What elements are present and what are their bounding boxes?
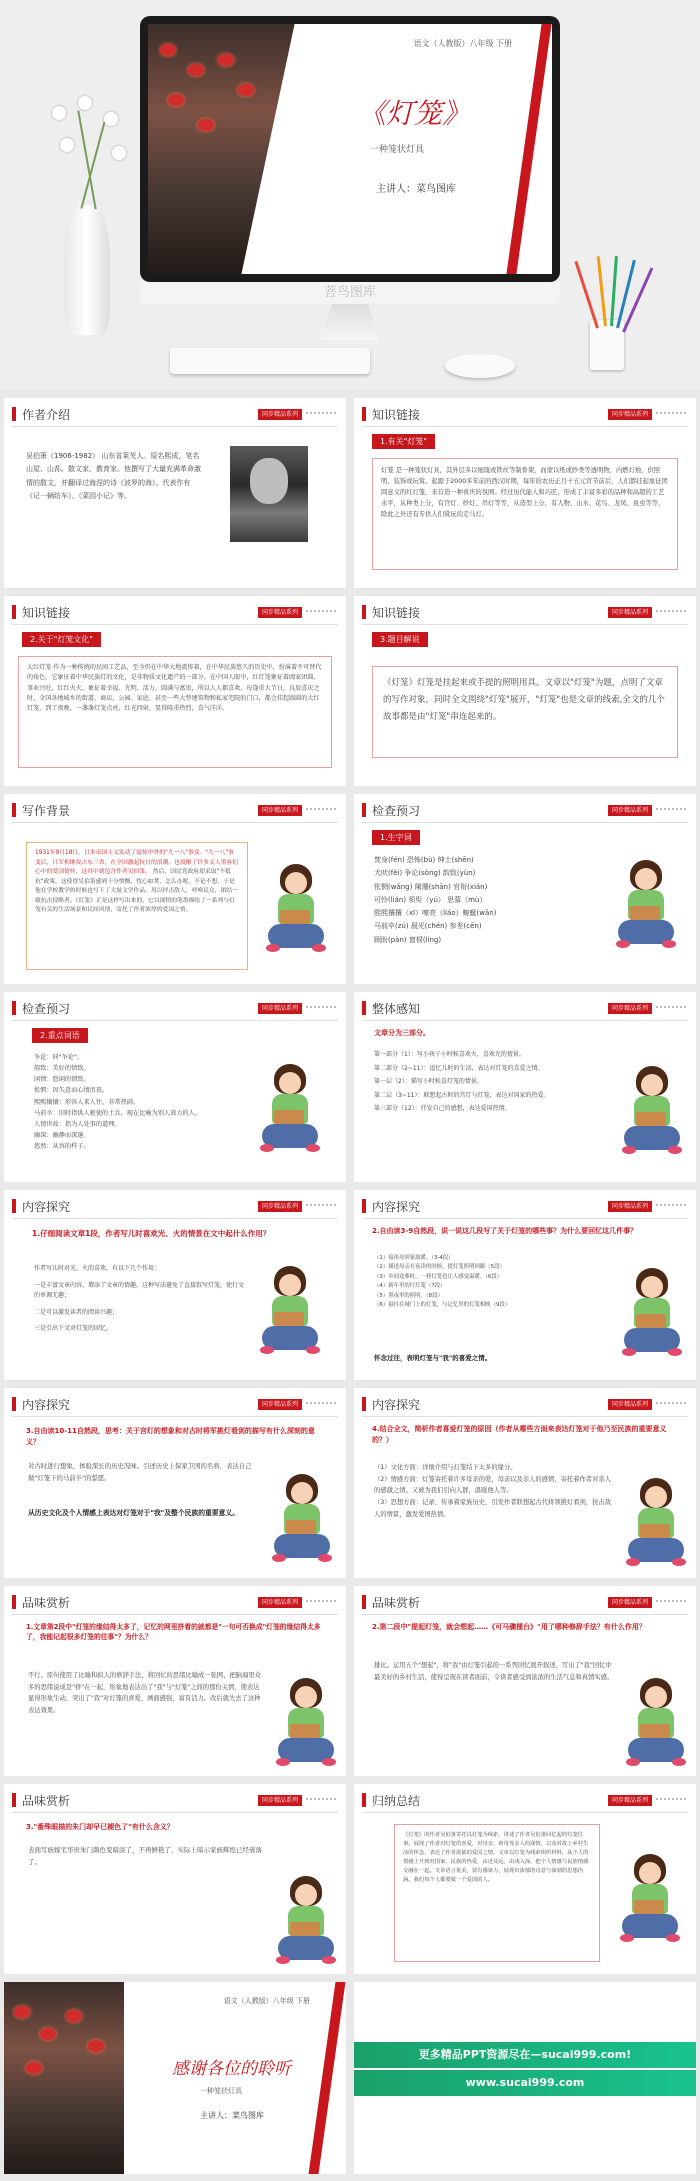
answer-text: 对古时进行想象，体验深长的历史况味。引述历史上保家卫国的名将，表达自己做"灯笼下的马前卒"的誓愿。 [28,1462,252,1483]
series-tag: 同步精品系列 [258,607,302,618]
structure-line: 第二部分（2~11）：追忆儿时的生活，表达对灯笼的喜爱之情。 [374,1064,544,1072]
series-tag: 同步精品系列 [258,1399,302,1410]
series-tag: 同步精品系列 [608,1399,652,1410]
slide-title: 整体感知 [372,1002,421,1016]
thanks-title: 感谢各位的聆听 [172,2059,291,2079]
answer-line: （2）情感方面：灯笼寄托着许多母亲的爱，母亲以及亲人的感情，寄托着作者对亲人的感激之情。又被为我们引向人群，温暖他人等。 [374,1475,611,1495]
slide-title: 写作背景 [22,804,71,818]
monitor-stand [320,304,380,340]
section-pill: 2.重点词语 [32,1028,88,1043]
answer-line: 三是引出下文对灯笼的回忆。 [34,1325,113,1332]
answer-line: （1）接祖母回家取暖。（3-4段） [374,1255,454,1261]
answer-text: 排比。运用五个"想起"，将"我"由灯笼引起的一系列回忆展开叙述，写出了"我"回忆中最美好的乡村生活，使得呈现在读者面前，令读者感受到浓浓的生活气息和真情实感。 [374,1662,614,1681]
pencil-decoration [597,256,607,326]
background-text: 然后，国民党政府却采取"不抵抗"政策，这使得吴伯箫感到十分愤慨，忧心如焚，怎么办呢，不论不想，于是他在学校教学的时候也写下了大量文学作品，用以抨击敌人，呼唤民众，团结一致抗击侵略者。《灯笼》正是这样写出来的，它以深情的笔墨描绘了一系列与灯笼有关的生活场景和民间风情，寄托了作者浓厚的爱国之情。 [35,869,238,914]
slide-overview [354,992,696,1182]
vocab-list [374,854,496,947]
slide-preview-1 [354,794,696,984]
background-text-red: 1931年9月18日，日本帝国主义发动了震惊中外的"九一八"事变。"九一八"事变后，日军相继攻占东三省，在全国激起抗日的浪潮。也震醒了许多文人墨客们心中的爱国情怀，这其中就包含作者吴伯箫。 [35,850,238,876]
title-explanation-text: 《灯笼》灯笼是挂起来或手提的照明用具。文章以"灯笼"为题，点明了文章的写作对象，同时全文围绕"灯笼"展开，"灯笼"也是文章的线索,全文的几个故事都是由"灯笼"串连起来的。 [372,666,678,758]
keyword-line: 韵致：美好的情致。 [34,1065,90,1073]
reading-girl-illustration [276,1876,336,1968]
series-tag: 同步精品系列 [258,1003,302,1014]
keyword-line: 马前卒：旧时指供人驱使的士兵，现在比喻为别人效力的人。 [34,1109,202,1117]
author-portrait [230,446,308,542]
answer-summary: 怀念过往，表明灯笼与"我"的喜爱之情。 [374,1354,492,1362]
answer-line: （5）黑夜里的照明。（8段） [374,1292,443,1299]
section-pill: 1.有关"灯笼" [372,434,435,449]
slide-inquiry-2 [354,1190,696,1380]
grade-label: 语文（人教版）八年级 下册 [413,39,512,48]
section-pill: 3.题目解说 [372,632,428,647]
promo-url-link[interactable]: www.sucai999.com [354,2070,696,2096]
answer-line: （4）新年里的红灯笼（7段） [374,1283,446,1290]
pencil-decoration [616,260,636,329]
structure-line: 第三部分（12）：抒发自己的感想，表达爱国热情。 [374,1105,511,1112]
mouse-decoration [445,354,515,378]
series-tag: 同步精品系列 [608,1795,652,1806]
answer-list [374,1462,616,1520]
lantern-culture-text: 大红灯笼 作为一种传统的民间工艺品，至今仍在中华大地流传着，在中华民族悠久的历史中，扮演着不可替代的角色，它象征着中华民族灯的文化，是非物质文化遗产的一部分。在中国人眼中，红灯笼象征着阖家团圆、事业兴旺、红红火火、象征着幸福、光明、活力、圆满与富贵，所以人人都喜欢。每逢重大节日，良辰喜庆之时，全国各地城乡的街道、商店、公园、家庭，甚至一些大型建筑物和私家宅院的门口，都会挂起圆圆的大红灯笼，到了夜晚，一盏盏灯笼点亮，红光四射，显得隆重热烈，喜气洋洋。 [18,656,332,768]
slide-title: 检查预习 [372,804,421,818]
keyword-line: 悠然：从容的样子。 [34,1143,90,1151]
red-stripe-decoration [506,24,551,274]
reading-girl-illustration [626,1478,686,1570]
slide-title: 内容探究 [372,1398,421,1412]
pencil-decoration [574,261,598,329]
question-text: 2.第二段中"提起灯笼，就会想起……《可马骤擂台》"用了哪种修辞手法？有什么作用？ [372,1623,646,1631]
cover-speaker: 主讲人：菜鸟图库 [376,184,456,195]
flower-decoration [112,146,126,160]
structure-line: 第二层（3~11）：联想起古时的宫灯与灯笼，表达对国家的热爱。 [374,1091,550,1099]
slide-title: 内容探究 [22,1200,71,1214]
keyword-line: 幽深：幽静而深邃。 [34,1132,90,1140]
answer-line: 一是丰富文章内容，增添了文章的情趣，这种写法避免了直接叙写灯笼，使行文的单调无趣； [34,1281,245,1299]
answer-line: （3）思想方面：记录、传承着家族历史，引发作者联想起古代将领挑灯看剑，抗击敌人的情景，激发爱国热情。 [374,1498,611,1518]
slide-title: 品味赏析 [372,1596,421,1610]
question-text: 2.自由读3-9自然段，说一说这几段写了关于灯笼的哪些事？为什么要回忆这几件事？ [372,1227,638,1235]
vocab-line: 熙熙攘攘（xī）嘹亮（liáo）蜿蜒(wān) [374,909,497,918]
reading-girl-illustration [276,1678,336,1770]
slide-appreciation-3 [4,1784,346,1974]
vocab-line: 马前卒(zú) 晨光(chén) 参差(cēn) [374,922,482,931]
question-text: 4.结合全文，简析作者喜爱灯笼的原因（作者从哪些方面来表达灯笼对于他乃至民族的重要意义的？） [372,1425,667,1444]
slide-background [4,794,346,984]
slide-title: 知识链接 [372,408,421,422]
question-text: 3.自由读10-11自然段，思考：关于宫灯的想象和对古时将军挑灯看剑的描写有什么深刻的意义？ [26,1427,315,1446]
slide-title: 品味赏析 [22,1596,71,1610]
question-text: 3."番殊眼描的朱门却早已褪色了"有什么含义？ [26,1823,174,1831]
pencil-decoration [622,267,653,332]
flower-decoration [104,112,118,126]
slide-knowledge-1 [354,398,696,588]
series-tag: 同步精品系列 [608,1597,652,1608]
vocab-line: 怅惘(wǎng) 阑珊(shān) 官衔(xián) [374,882,488,891]
reading-girl-illustration [622,1066,682,1158]
cover-showcase [0,0,700,390]
keyword-line: 人情世故：指为人处事的道理。 [34,1120,121,1128]
thanks-speaker: 主讲人：菜鸟图库 [200,2111,264,2120]
series-tag: 同步精品系列 [608,1201,652,1212]
keyword-line: 争论：同"争论"。 [34,1054,84,1061]
answer-line: （1）文化方面：详细介绍与灯笼结下太多的缘分。 [374,1464,517,1471]
thanks-subtitle: 一种笼状灯具 [200,2087,242,2095]
series-tag: 同步精品系列 [608,607,652,618]
reading-girl-illustration [272,1474,332,1566]
question-text: 1.仔细阅读文章1段，作者写儿时喜欢光、火的情景在文中起什么作用？ [32,1229,271,1238]
keyword-line: 闲情：悠闲的情致。 [34,1076,90,1084]
series-tag: 同步精品系列 [258,805,302,816]
background-box [26,842,248,970]
series-tag: 同步精品系列 [258,1795,302,1806]
slide-title: 归纳总结 [372,1794,421,1808]
section-pill: 1.生字词 [372,830,420,845]
vocab-line: 顾盼(pàn) 窗棂(líng) [374,935,442,944]
answer-list [34,1264,244,1335]
monitor-frame [140,16,560,282]
structure-list [374,1048,549,1116]
answer-list [374,1254,604,1311]
cover-title: 《灯笼》 [358,97,471,130]
slide-appreciation-2 [354,1586,696,1776]
answer-line: （2）描述母亲在夜读的时候，提灯笼照明回路（5段） [374,1264,505,1271]
slide-title: 作者介绍 [22,408,71,422]
answer-text: 不行。原句使用了比喻和拟人的修辞手法，将回忆的思绪比喻成一张网，把脑海里众多的思绪说成是"挤"在一起，形象地表达出了"我"与"灯笼"之间的那份关情，使表达显得形象生动，突出了"我"对灯笼的喜爱，画面感强，富有活力。改后就失去了这种表达效果。 [28,1672,261,1714]
slide-knowledge-3 [354,596,696,786]
answer-line: （3）乡间送葬时，一样灯笼也让人感觉温暖。（6段） [374,1273,503,1280]
reading-girl-illustration [620,1854,680,1946]
promo-banner[interactable]: 更多精品PPT资源尽在—sucai999.com! [354,2042,696,2068]
slide-summary [354,1784,696,1974]
series-tag: 同步精品系列 [258,1201,302,1212]
structure-line: 第一层（2）：描写小时候喜灯笼的情景。 [374,1078,483,1085]
section-pill: 2.关于"灯笼文化" [22,632,101,647]
author-text: 吴伯箫（1906-1982） 山东省莱芜人。原名熙成，笔名山屋、山荪。散文家、教育家。他撰写了大量充满革命激情的散文，并翻译过海涅的诗《波罗的海》。代表作有《记一辆纺车》、《菜园小记》等。 [26,452,201,500]
slide-knowledge-2 [4,596,346,786]
slide-title: 内容探究 [22,1398,71,1412]
reading-girl-illustration [616,860,676,952]
slide-title: 检查预习 [22,1002,71,1016]
vocab-line: 焚身(fén) 恐怖(bù) 绅士(shēn) [374,856,474,864]
reading-girl-illustration [626,1678,686,1770]
slide-author [4,398,346,588]
monitor-brand: 菩鸟图库 [140,282,560,304]
grade-label: 语文（人教版）八年级 下册 [223,1997,310,2005]
slide-inquiry-3 [4,1388,346,1578]
slide-inquiry-4 [354,1388,696,1578]
reading-girl-illustration [622,1268,682,1360]
cover-slide [148,24,552,274]
reading-girl-illustration [266,864,326,956]
reading-girl-illustration [260,1266,320,1358]
reading-girl-illustration [260,1064,320,1156]
slide-title: 知识链接 [372,606,421,620]
slide-appreciation-1 [4,1586,346,1776]
structure-line: 第一部分（1）：写小孩子小时候喜欢火，喜欢光的情景。 [374,1051,525,1058]
pencil-decoration [610,256,618,326]
cover-subtitle: 一种笼状灯具 [370,145,425,155]
flower-decoration [60,138,74,152]
answer-text: 表面写族嫁宅华贵朱门颜色变暗淡了，不再鲜艳了，实际上暗示家族辉煌已经衰落了。 [28,1846,262,1867]
summary-text: 《灯笼》的作者吴伯箫寄托以灯笼为线索，讲述了作者吴伯箫回忆起的灯笼往事。展现了作者对灯笼的喜爱，对母亲、祖母等亲人的深情，以及对故土乡村生活的怀念，表达了作者浓郁的爱国之情。文章以灯笼为线索组织材料，从个人的情感上升到对国家、民族的热爱，由近及远，由浅入深，把个人情感与民族情感交融在一起。文章语言优美，富有感染力，展现出浓郁的诗意与深刻的思想内涵。我们每个人都要做一个爱国的人。 [394,1824,600,1962]
slide-preview-2 [4,992,346,1182]
series-tag: 同步精品系列 [608,1003,652,1014]
vase-decoration [64,205,110,335]
slide-thanks [4,1982,346,2174]
flower-decoration [52,106,66,120]
overview-intro: 文章分为三部分。 [374,1029,430,1037]
vocab-line: 可怜(lián) 须臾（yú） 思慕（mù） [374,895,487,904]
keyword-line: 熙熙攘攘：形容人来人往，非常热闹。 [34,1098,140,1106]
keyboard-decoration [170,348,370,374]
lantern-intro-text: 灯笼 是一种笼状灯具，其外层多以细篾或铁丝等制骨架，而蒙以纸或纱类等透明物，内燃灯烛，供照明，装饰或玩赏。起源于2000多年前的西汉时期，每年的农历正月十五元宵节前后，人们都挂起象征团圆意义的红灯笼，来营造一种喜庆的氛围。经过历代能人和巧匠，形成了丰富多彩的品种和高超的工艺水平，从种类上分，有宫灯、纱灯、吊灯等等，从造型上分，有人物、山水、花鸟、龙凤、鱼虫等等，除此之外还有专供人们赏玩的走马灯。 [372,458,678,570]
answer-line: （6）悬挂在城门上的灯笼，与记忆里的灯笼相映（9段） [374,1302,511,1309]
slide-title: 内容探究 [372,1200,421,1214]
answer-line: 二是可以激发读者的阅读兴趣； [34,1308,119,1316]
keyword-line: 怅惘：因失意而心情沮丧。 [34,1087,109,1095]
series-tag: 同步精品系列 [258,1597,302,1608]
answer-line: 作者写儿时对光、火的喜欢，有以下几个作用： [34,1265,161,1272]
vocab-line: 犬吠(fèi) 争论(sòng) 韵致(yùn) [374,869,476,878]
series-tag: 同步精品系列 [608,409,652,420]
answer-summary: 从历史文化及个人情感上表达对灯笼对于"我"及整个民族的重要意义。 [28,1509,239,1517]
red-stripe-decoration [309,1982,346,2174]
question-text: 1.文章第2段中"灯笼的缘结得太多了，记忆的网里挤着的就都是"一句可否换成"灯笼的缘结得太多了，我能记起很多灯笼的往事"？为什么？ [26,1623,321,1642]
flower-decoration [78,96,92,110]
series-tag: 同步精品系列 [258,409,302,420]
slide-title: 知识链接 [22,606,71,620]
slide-inquiry-1 [4,1190,346,1380]
lantern-street-photo [4,1982,124,2174]
promo-panel [354,1982,696,2174]
key-words-list [34,1052,201,1152]
series-tag: 同步精品系列 [608,805,652,816]
slide-title: 品味赏析 [22,1794,71,1808]
